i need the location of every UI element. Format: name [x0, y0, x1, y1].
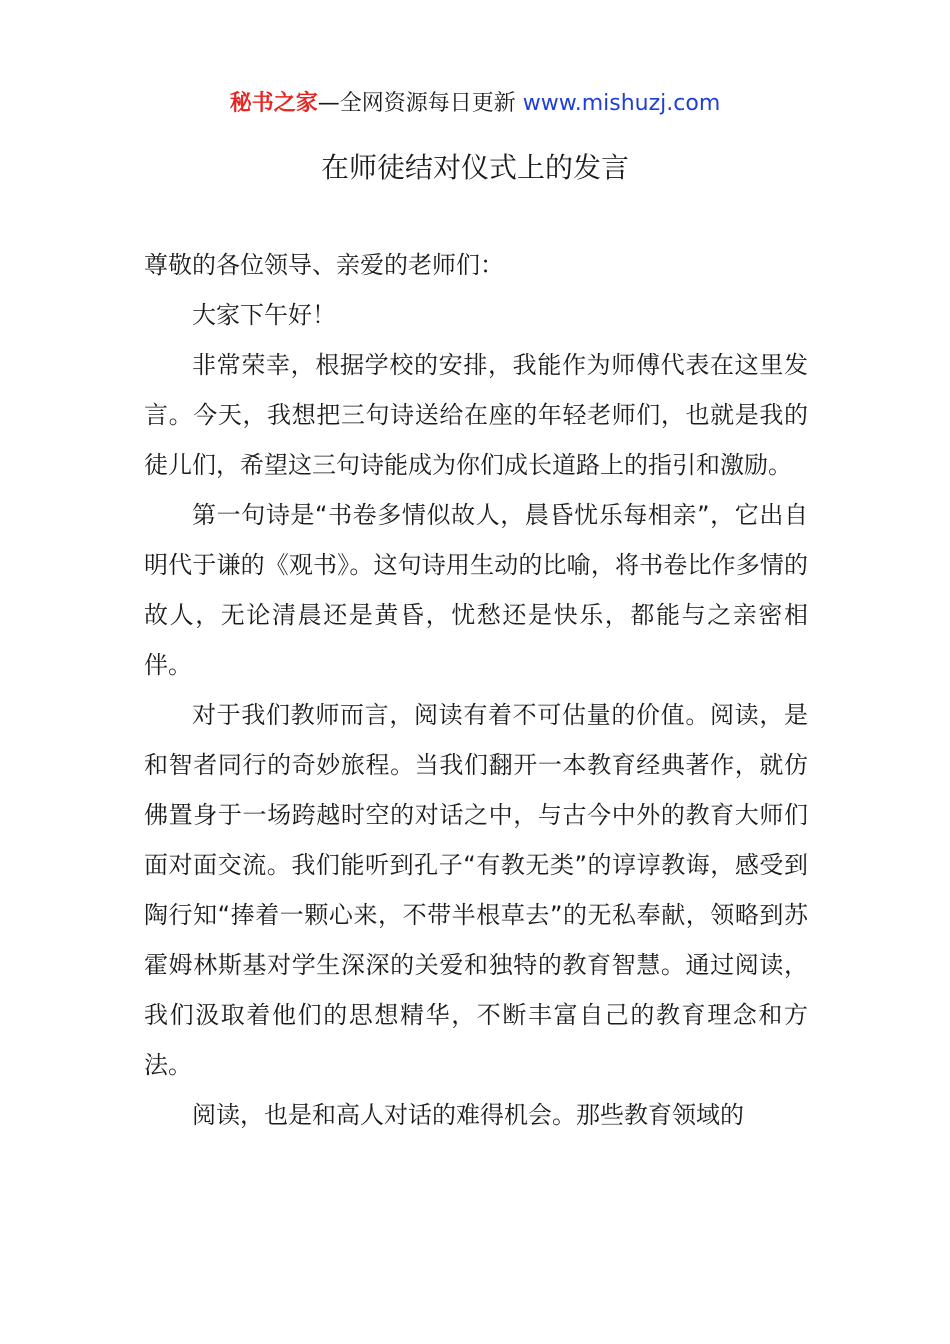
paragraph: 大家下午好！: [192, 301, 336, 329]
document-body: [144, 240, 808, 1140]
header-tagline: —全网资源每日更新: [317, 91, 523, 116]
paragraph: 第一句诗是“书卷多情似故人，晨昏忧乐每相亲”，它出自明代于谦的《观书》。这句诗用生动的比喻，将书卷比作多情的故人，无论清晨还是黄昏，忧愁还是快乐，都能与之亲密相伴。: [144, 501, 808, 679]
brand-name: 秘书之家: [229, 91, 318, 116]
paragraph: 阅读，也是和高人对话的难得机会。那些教育领域的: [192, 1101, 744, 1129]
paragraph: 非常荣幸，根据学校的安排，我能作为师傅代表在这里发言。今天，我想把三句诗送给在座的年轻老师们，也就是我的徒儿们，希望这三句诗能成为你们成长道路上的指引和激励。: [144, 351, 808, 479]
site-header: [0, 88, 950, 120]
paragraph: 对于我们教师而言，阅读有着不可估量的价值。阅读，是和智者同行的奇妙旅程。当我们翻开一本教育经典著作，就仿佛置身于一场跨越时空的对话之中，与古今中外的教育大师们面对面交流。我们能听到孔子“有教无类”的谆谆教诲，感受到陶行知“捧着一颗心来，不带半根草去”的无私奉献，领略到苏霍姆林斯基对学生深深的关爱和独特的教育智慧。通过阅读，我们汲取着他们的思想精华，不断丰富自己的教育理念和方法。: [144, 701, 808, 1079]
document-title: 在师徒结对仪式上的发言: [320, 151, 629, 184]
salutation: 尊敬的各位领导、亲爱的老师们：: [144, 251, 504, 279]
site-url-link[interactable]: www.mishuzj.com: [522, 91, 721, 116]
